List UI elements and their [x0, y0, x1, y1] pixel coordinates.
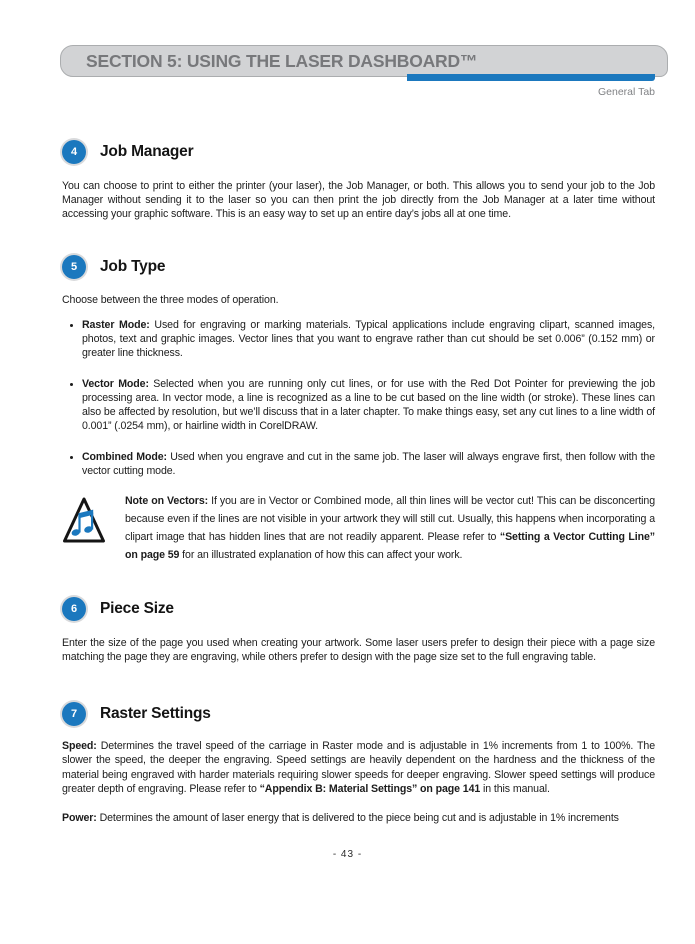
job-type-mode-list — [62, 318, 655, 478]
combined-mode-text: Used when you engrave and cut in the same job. The laser will always engrave first, then follow with the vector cutting mode. — [82, 451, 655, 477]
note-text-2: for an illustrated explanation of how this can affect your work. — [179, 549, 463, 561]
power-text: Determines the amount of laser energy that is delivered to the piece being cut and is adjustable in 1% increments — [96, 811, 619, 824]
speed-cross-reference: “Appendix B: Material Settings” on page 141 — [259, 783, 481, 796]
header-accent-bar — [407, 74, 655, 81]
section-piece-size-heading — [62, 597, 655, 621]
step-number-badge-7: 7 — [62, 702, 86, 726]
section-header-bar — [60, 45, 668, 77]
power-paragraph — [62, 811, 655, 825]
section-raster-settings-heading — [62, 702, 655, 726]
note-label: Note on Vectors: — [125, 495, 209, 507]
speed-label: Speed: — [62, 739, 97, 752]
page-number: - 43 - — [332, 848, 363, 860]
note-paragraph — [125, 492, 655, 564]
document-page — [0, 45, 695, 944]
section-heading-job-type: Job Type — [100, 258, 166, 275]
speed-text-1: Determines the travel speed of the carriage in Raster mode and is adjustable in 1% increments from 1 to 100%. The slower the speed, the deeper the engraving. Speed settings are heavily dependent on the hardness and the thickness of the material being engraved with harder materials requiring slower speeds for deeper engraving. Slower speed settings will produce greater depth of engraving. Please refer to — [62, 739, 655, 796]
speed-paragraph — [62, 739, 655, 797]
note-cross-reference: “Setting a Vector Cutting Line” on page 59 — [125, 531, 655, 561]
list-item-combined-mode — [82, 450, 655, 478]
piece-size-paragraph: Enter the size of the page you used when creating your artwork. Some laser users prefer to design their piece with a page size matching the page they are engraving, while others prefer to design with the page size set to the full engraving table. — [62, 636, 655, 663]
section-heading-job-manager: Job Manager — [100, 143, 194, 160]
list-item-vector-mode — [82, 377, 655, 433]
note-text-1: If you are in Vector or Combined mode, all thin lines will be vector cut! This can be disconcerting because even if the lines are not visible in your artwork they will still cut. Usually, this happens when incorporating a clipart image that has hidden lines that are not readily apparent. Please refer to — [125, 495, 656, 543]
step-number-badge-4: 4 — [62, 140, 86, 164]
power-label: Power: — [62, 811, 97, 824]
section-header — [60, 45, 668, 98]
raster-mode-label: Raster Mode: — [82, 319, 150, 331]
speed-text-2: in this manual. — [480, 783, 550, 796]
vector-mode-text: Selected when you are running only cut lines, or for use with the Red Dot Pointer for previewing the job processing area. In vector mode, a line is recognized as a line to be cut based on the line width (or stroke). These lines can also be affected by resolution, but we’ll discuss that in a later chapter. To make things easy, set any cut lines to a line width of 0.001” (.0254 mm), or hairline width in CorelDRAW. — [82, 378, 655, 432]
list-item-raster-mode — [82, 318, 655, 360]
step-number-badge-5: 5 — [62, 255, 86, 279]
combined-mode-label: Combined Mode: — [82, 451, 167, 463]
job-type-intro: Choose between the three modes of operation. — [62, 294, 279, 306]
section-heading-raster-settings: Raster Settings — [100, 704, 211, 722]
raster-mode-text: Used for engraving or marking materials. Typical applications include engraving clipart, scanned images, photos, text and graphic images. Vector lines that you want to engrave rather than cut should be set 0.006” (0.152 mm) or greater line thickness. — [82, 319, 656, 359]
step-number-badge-6: 6 — [62, 597, 86, 621]
section-job-type-heading — [62, 255, 655, 279]
tab-label: General Tab — [597, 86, 655, 98]
note-callout — [62, 495, 655, 575]
section-title: SECTION 5: USING THE LASER DASHBOARD™ — [86, 50, 478, 71]
job-manager-paragraph: You can choose to print to either the printer (your laser), the Job Manager, or both. This allows you to send your job to the Job Manager without sending it to the laser so you can then print the job directly from the Job Manager at a later time without accessing your graphic software. This is an easy way to set up an entire day’s jobs all at one time. — [62, 180, 655, 220]
vector-mode-label: Vector Mode: — [82, 378, 149, 390]
section-heading-piece-size: Piece Size — [100, 599, 174, 617]
music-note-triangle-icon — [62, 495, 106, 547]
section-job-manager-heading — [62, 140, 655, 164]
